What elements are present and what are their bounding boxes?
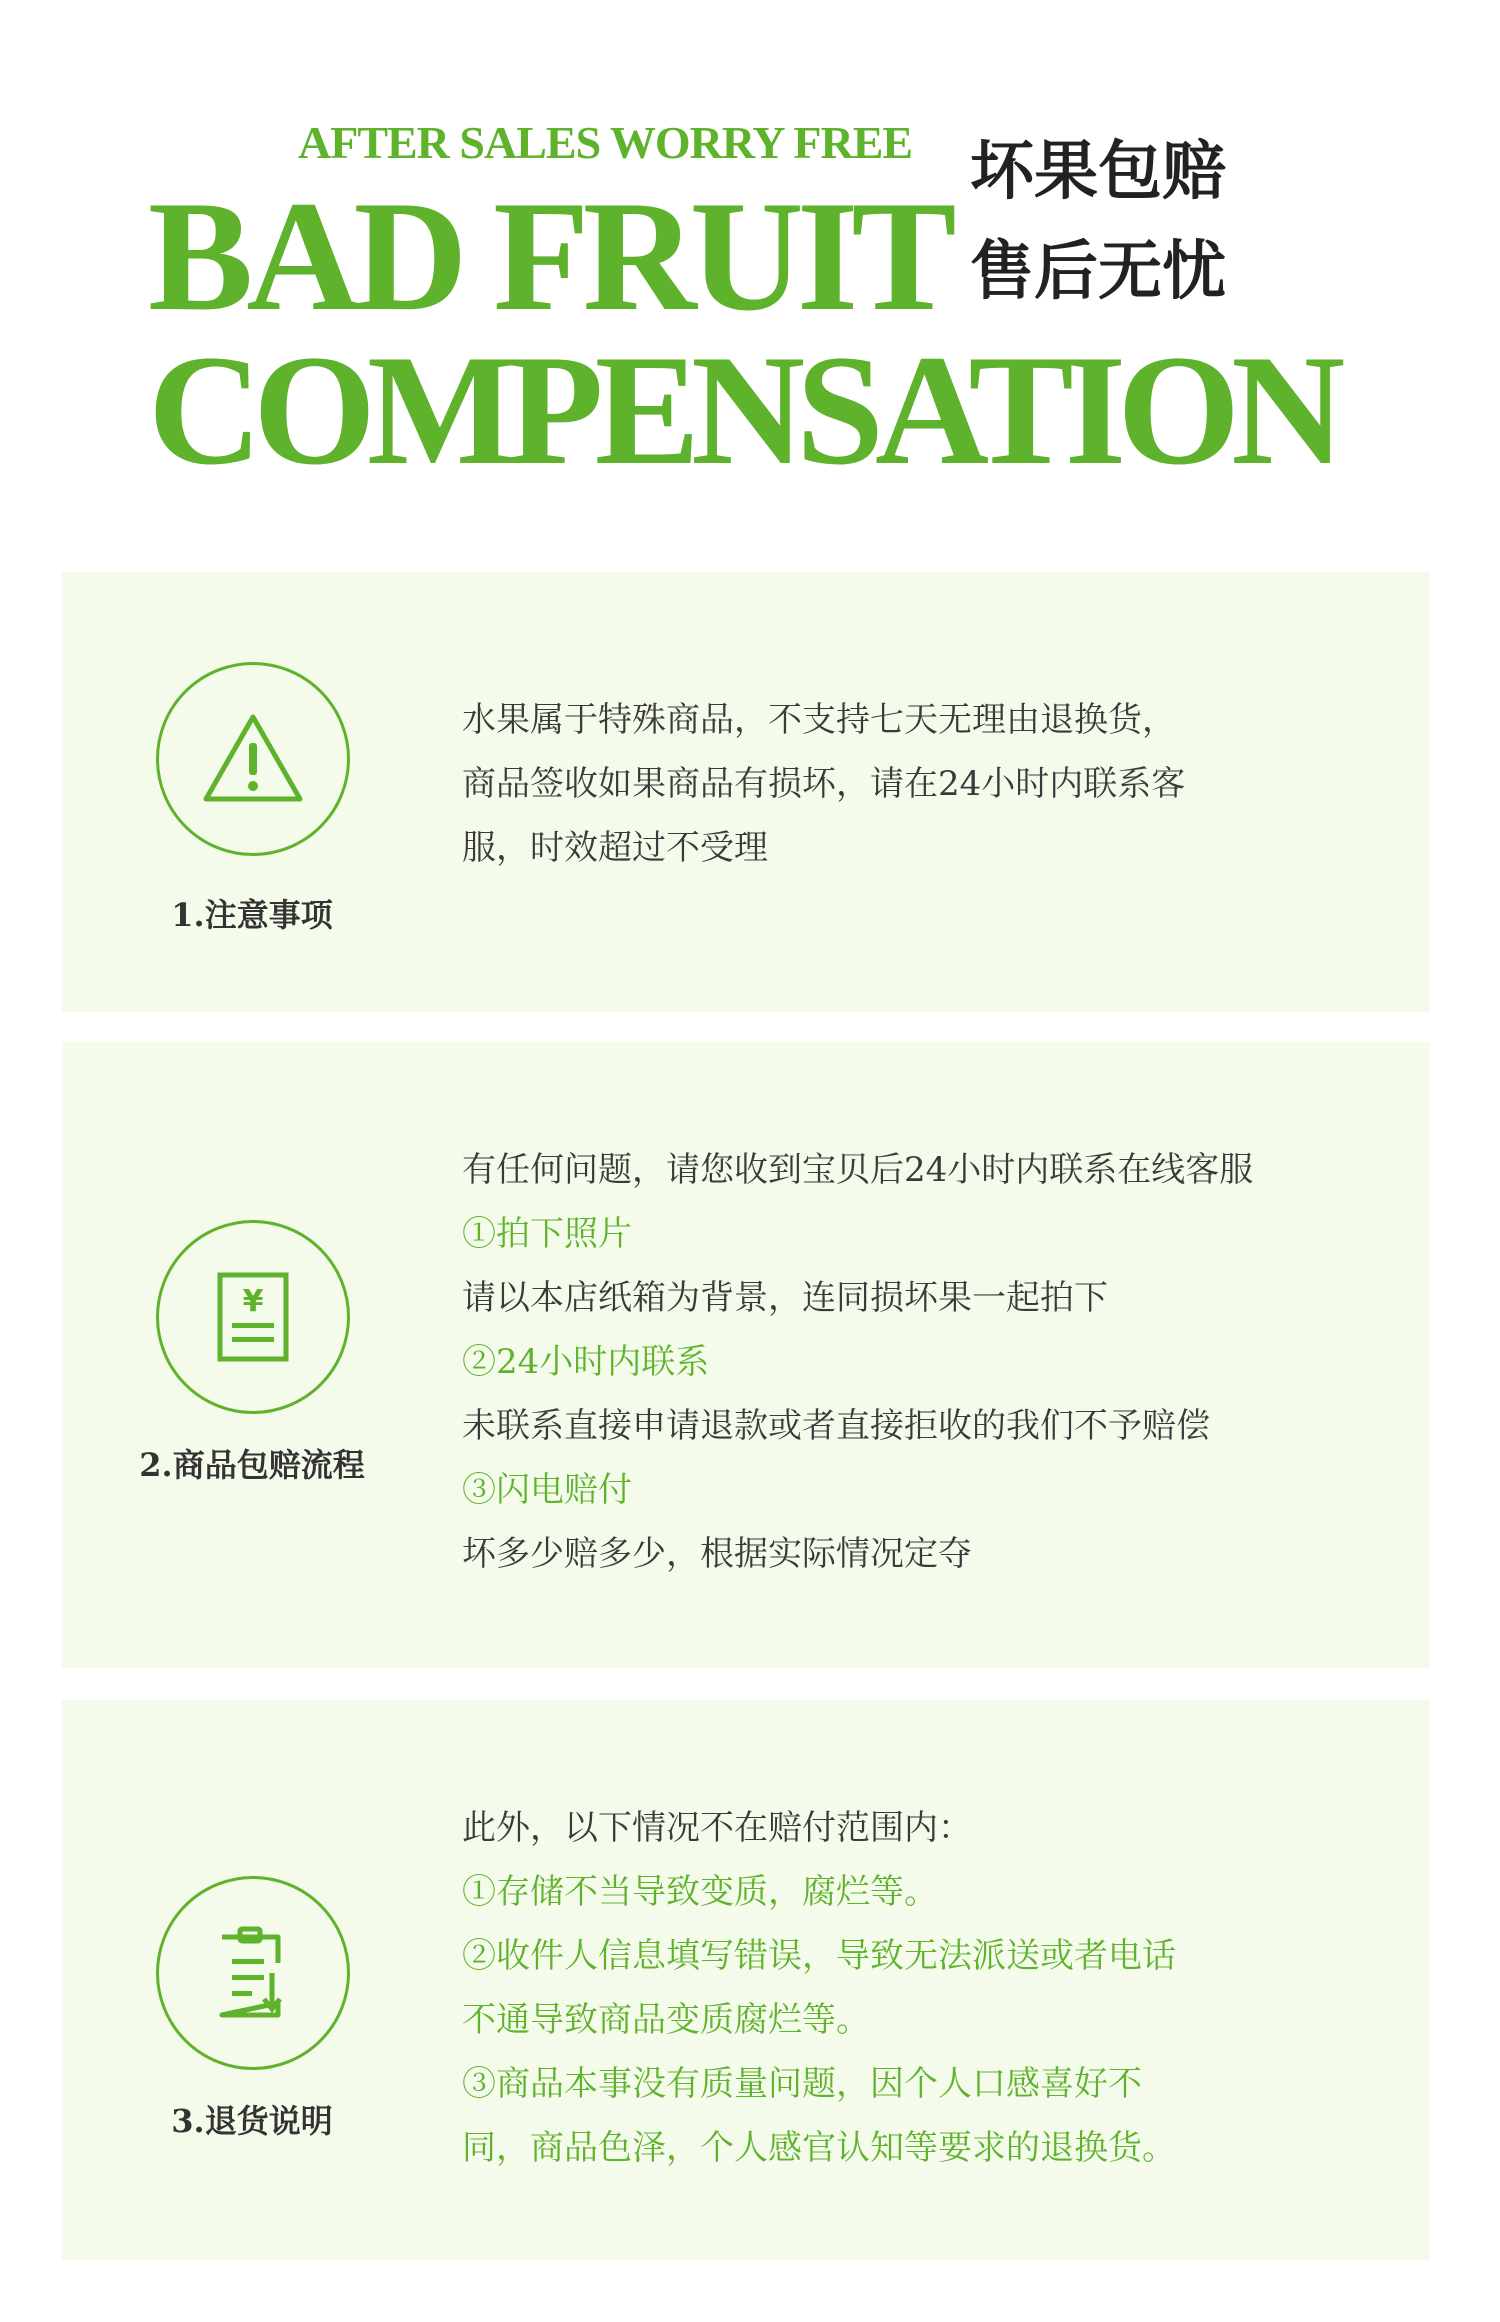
step-heading: ③闪电赔付 <box>462 1470 632 1510</box>
exclusion-line: 不通导致商品变质腐烂等。 <box>462 2000 870 2040</box>
text-line: 有任何问题，请您收到宝贝后24小时内联系在线客服 <box>462 1150 1254 1190</box>
text-line: 服，时效超过不受理 <box>462 828 768 868</box>
clipboard-icon <box>156 1876 350 2070</box>
svg-text:¥: ¥ <box>242 1284 264 1319</box>
section-label: 2.商品包赔流程 <box>139 1446 365 1484</box>
cn-title-1: 坏果包赔 <box>970 134 1226 209</box>
section-compensation-process <box>62 1042 1430 1668</box>
section-text <box>462 1796 1402 2180</box>
step-heading: ①拍下照片 <box>462 1214 632 1254</box>
section-notice <box>62 572 1430 1012</box>
exclusion-line: ③商品本事没有质量问题，因个人口感喜好不 <box>462 2064 1142 2104</box>
section-return-policy <box>62 1700 1430 2260</box>
exclusion-line: ①存储不当导致变质，腐烂等。 <box>462 1872 938 1912</box>
subtitle: AFTER SALES WORRY FREE <box>298 117 913 168</box>
section-label: 3.退货说明 <box>171 2102 333 2140</box>
exclusion-line: 同，商品色泽，个人感官认知等要求的退换货。 <box>462 2128 1176 2168</box>
cn-title-2: 售后无忧 <box>970 234 1226 309</box>
step-heading: ②24小时内联系 <box>462 1342 710 1382</box>
exclusion-line: ②收件人信息填写错误，导致无法派送或者电话 <box>462 1936 1176 1976</box>
section-text <box>462 1138 1402 1586</box>
title-line-1: BAD FRUIT <box>148 169 950 344</box>
text-line: 请以本店纸箱为背景，连同损坏果一起拍下 <box>462 1278 1108 1318</box>
title-line-2: COMPENSATION <box>148 323 1337 498</box>
warning-icon <box>156 662 350 856</box>
text-line: 水果属于特殊商品，不支持七天无理由退换货， <box>462 700 1176 740</box>
text-line: 商品签收如果商品有损坏，请在24小时内联系客 <box>462 764 1186 804</box>
text-line: 未联系直接申请退款或者直接拒收的我们不予赔偿 <box>462 1406 1210 1446</box>
section-text <box>462 688 1402 880</box>
text-line: 此外，以下情况不在赔付范围内： <box>462 1808 972 1848</box>
section-label: 1.注意事项 <box>171 896 333 934</box>
receipt-yen-icon <box>156 1220 350 1414</box>
text-line: 坏多少赔多少，根据实际情况定夺 <box>462 1534 972 1574</box>
